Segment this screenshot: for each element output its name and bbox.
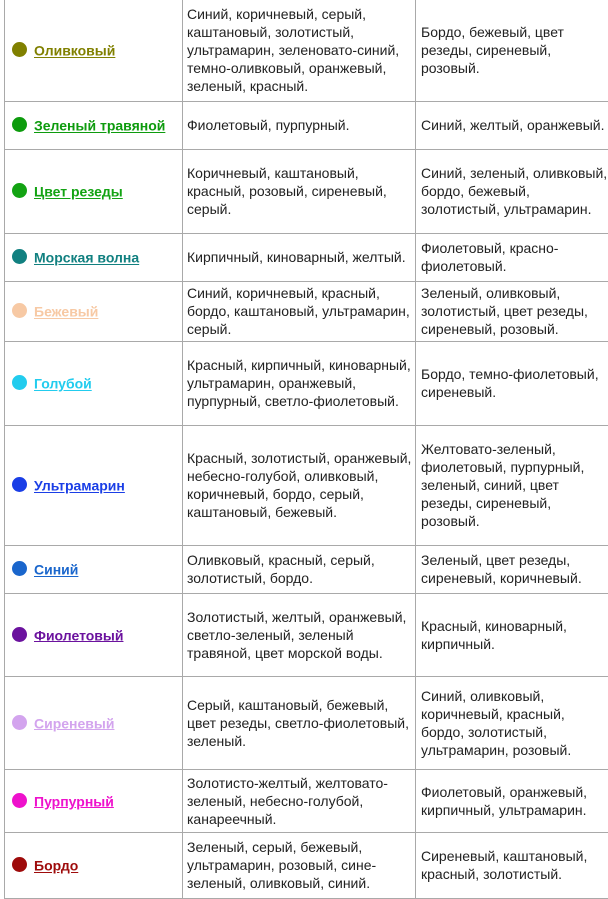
color-name-link[interactable]: Фиолетовый: [34, 627, 123, 643]
color-name-link[interactable]: Синий: [34, 562, 78, 578]
color-swatch-icon: [12, 715, 27, 730]
color-name-cell: [5, 426, 183, 546]
color-swatch-icon: [12, 793, 27, 808]
color-name-link[interactable]: Пурпурный: [34, 793, 114, 809]
color-combination-table: [4, 0, 608, 899]
matching-colors-cell: Синий, коричневый, красный, бордо, каштановый, ультрамарин, серый.: [183, 282, 416, 342]
color-swatch-icon: [12, 627, 27, 642]
table-row: [5, 234, 608, 282]
matching-colors-cell: Зеленый, серый, бежевый, ультрамарин, розовый, сине-зеленый, оливковый, синий.: [183, 833, 416, 899]
color-swatch-icon: [12, 42, 27, 57]
color-swatch-icon: [12, 477, 27, 492]
table-row: [5, 770, 608, 833]
color-swatch-icon: [12, 857, 27, 872]
color-name-link[interactable]: Бежевый: [34, 304, 98, 320]
non-matching-colors-cell: Фиолетовый, красно-фиолетовый.: [416, 234, 608, 282]
color-name-link[interactable]: Цвет резеды: [34, 184, 123, 200]
color-name-link[interactable]: Голубой: [34, 376, 92, 392]
matching-colors-cell: Синий, коричневый, серый, каштановый, золотистый, ультрамарин, зеленовато-синий, темно-оливковый, оранжевый, зеленый, красный.: [183, 0, 416, 102]
table-row: [5, 546, 608, 594]
matching-colors-cell: Красный, кирпичный, киноварный, ультрамарин, оранжевый, пурпурный, светло-фиолетовый.: [183, 342, 416, 426]
table-row: [5, 677, 608, 770]
table-row: [5, 0, 608, 102]
color-swatch-icon: [12, 183, 27, 198]
color-name-link[interactable]: Ультрамарин: [34, 478, 125, 494]
color-swatch-icon: [12, 375, 27, 390]
non-matching-colors-cell: Зеленый, оливковый, золотистый, цвет резеды, сиреневый, розовый.: [416, 282, 608, 342]
table-row: [5, 150, 608, 234]
color-name-cell: [5, 833, 183, 899]
matching-colors-cell: Красный, золотистый, оранжевый, небесно-голубой, оливковый, коричневый, бордо, серый, каштановый, бежевый.: [183, 426, 416, 546]
table-row: [5, 342, 608, 426]
color-name-cell: [5, 102, 183, 150]
matching-colors-cell: Оливковый, красный, серый, золотистый, бордо.: [183, 546, 416, 594]
non-matching-colors-cell: Синий, желтый, оранжевый.: [416, 102, 608, 150]
color-swatch-icon: [12, 561, 27, 576]
non-matching-colors-cell: Зеленый, цвет резеды, сиреневый, коричневый.: [416, 546, 608, 594]
color-name-link[interactable]: Бордо: [34, 858, 78, 874]
color-name-cell: [5, 546, 183, 594]
color-name-link[interactable]: Оливковый: [34, 43, 115, 59]
color-name-cell: [5, 677, 183, 770]
non-matching-colors-cell: Синий, оливковый, коричневый, красный, бордо, золотистый, ультрамарин, розовый.: [416, 677, 608, 770]
matching-colors-cell: Коричневый, каштановый, красный, розовый, сиреневый, серый.: [183, 150, 416, 234]
non-matching-colors-cell: Красный, киноварный, кирпичный.: [416, 594, 608, 677]
color-name-cell: [5, 770, 183, 833]
color-name-link[interactable]: Морская волна: [34, 250, 139, 266]
non-matching-colors-cell: Синий, зеленый, оливковый, бордо, бежевый, золотистый, ультрамарин.: [416, 150, 608, 234]
color-name-link[interactable]: Сиреневый: [34, 715, 114, 731]
color-name-cell: [5, 282, 183, 342]
non-matching-colors-cell: Бордо, бежевый, цвет резеды, сиреневый, розовый.: [416, 0, 608, 102]
matching-colors-cell: Золотисто-желтый, желтовато-зеленый, небесно-голубой, канареечный.: [183, 770, 416, 833]
color-name-cell: [5, 342, 183, 426]
color-name-cell: [5, 150, 183, 234]
color-swatch-icon: [12, 117, 27, 132]
non-matching-colors-cell: Бордо, темно-фиолетовый, сиреневый.: [416, 342, 608, 426]
matching-colors-cell: Кирпичный, киноварный, желтый.: [183, 234, 416, 282]
non-matching-colors-cell: Сиреневый, каштановый, красный, золотистый.: [416, 833, 608, 899]
color-swatch-icon: [12, 303, 27, 318]
table-row: [5, 426, 608, 546]
color-name-cell: [5, 0, 183, 102]
matching-colors-cell: Золотистый, желтый, оранжевый, светло-зеленый, зеленый травяной, цвет морской воды.: [183, 594, 416, 677]
color-name-cell: [5, 234, 183, 282]
table-row: [5, 594, 608, 677]
color-swatch-icon: [12, 249, 27, 264]
color-name-link[interactable]: Зеленый травяной: [34, 118, 165, 134]
non-matching-colors-cell: Фиолетовый, оранжевый, кирпичный, ультрамарин.: [416, 770, 608, 833]
table-row: [5, 833, 608, 899]
table-row: [5, 282, 608, 342]
non-matching-colors-cell: Желтовато-зеленый, фиолетовый, пурпурный, зеленый, синий, цвет резеды, сиреневый, розовый.: [416, 426, 608, 546]
table-row: [5, 102, 608, 150]
matching-colors-cell: Фиолетовый, пурпурный.: [183, 102, 416, 150]
color-name-cell: [5, 594, 183, 677]
matching-colors-cell: Серый, каштановый, бежевый, цвет резеды, светло-фиолетовый, зеленый.: [183, 677, 416, 770]
